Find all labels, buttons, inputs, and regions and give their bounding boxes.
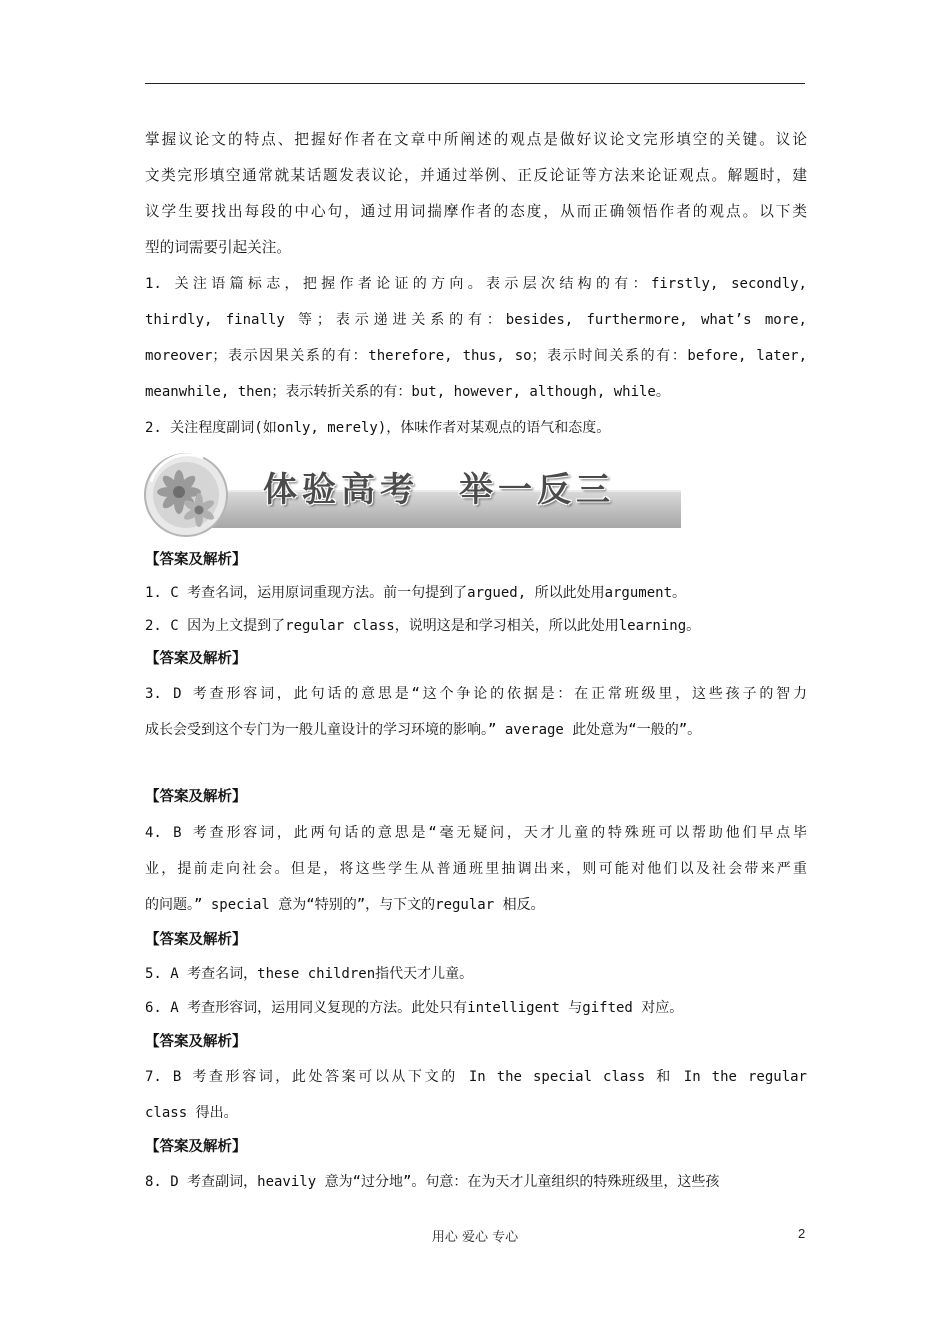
answer-item: 1. C 考查名词，运用原词重现方法。前一句提到了argued, 所以此处用argument。	[145, 585, 687, 601]
answer-item	[145, 815, 807, 923]
tip-line: meanwhile, then；表示转折关系的有：but, however, although, while。	[145, 384, 670, 400]
intro-paragraph	[145, 122, 807, 266]
banner-title	[263, 462, 615, 511]
answer-item: 6. A 考查形容词，运用同义复现的方法。此处只有intelligent 与gifted 对应。	[145, 1000, 684, 1016]
tip-line: 1. 关注语篇标志，把握作者论证的方向。表示层次结构的有：firstly, secondly,	[145, 276, 807, 292]
answer-line: class 得出。	[145, 1105, 238, 1121]
answer-line: 的问题。” special 意为“特别的”，与下文的regular 相反。	[145, 897, 545, 913]
tip-2: 2. 关注程度副词(如only, merely)，体味作者对某观点的语气和态度。	[145, 420, 611, 436]
answer-heading: 【答案及解析】	[145, 932, 247, 948]
banner-title-right: 举一反三	[459, 470, 615, 510]
footer-motto: 用心 爱心 专心	[431, 1230, 519, 1245]
answer-line: 4. B 考查形容词，此两句话的意思是“毫无疑问，天才儿童的特殊班可以帮助他们早点毕	[145, 825, 807, 841]
answer-heading: 【答案及解析】	[145, 651, 247, 667]
answer-item	[145, 676, 807, 748]
answer-line: 业，提前走向社会。但是，将这些学生从普通班里抽调出来，则可能对他们以及社会带来严重	[145, 861, 807, 877]
answer-line: 3. D 考查形容词，此句话的意思是“这个争论的依据是：在正常班级里，这些孩子的智力	[145, 686, 807, 702]
page-number: 2	[798, 1226, 806, 1241]
answer-item	[145, 1059, 807, 1131]
answer-item: 2. C 因为上文提到了regular class，说明这是和学习相关，所以此处用learning。	[145, 618, 701, 634]
answer-line: 成长会受到这个专门为一般儿童设计的学习环境的影响。” average 此处意为“一般的”。	[145, 722, 702, 738]
answer-heading: 【答案及解析】	[145, 1034, 247, 1050]
answer-item: 5. A 考查名词，these children指代天才儿童。	[145, 966, 474, 982]
flower-icon	[143, 452, 229, 538]
blank-line	[145, 748, 807, 779]
intro-line: 议学生要找出每段的中心句，通过用词揣摩作者的态度，从而正确领悟作者的观点。以下类	[145, 203, 807, 220]
header-rule	[145, 83, 805, 84]
section-banner	[145, 452, 807, 538]
document-body	[145, 122, 807, 1200]
answer-line: 7. B 考查形容词，此处答案可以从下文的 In the special class 和 In the regular	[145, 1069, 807, 1085]
tip-1	[145, 266, 807, 410]
answer-item: 8. D 考查副词，heavily 意为“过分地”。句意：在为天才儿童组织的特殊班级里，这些孩	[145, 1174, 720, 1190]
intro-line: 掌握议论文的特点、把握好作者在文章中所阐述的观点是做好议论文完形填空的关键。议论	[145, 131, 807, 148]
intro-line: 型的词需要引起关注。	[145, 239, 291, 256]
banner-title-left: 体验高考	[263, 470, 419, 510]
answer-heading: 【答案及解析】	[145, 552, 247, 568]
tip-line: thirdly, finally 等；表示递进关系的有：besides, furthermore, what’s more,	[145, 312, 807, 328]
tip-line: moreover；表示因果关系的有：therefore, thus, so；表示时间关系的有：before, later,	[145, 348, 807, 364]
answer-heading: 【答案及解析】	[145, 1139, 247, 1155]
intro-line: 文类完形填空通常就某话题发表议论，并通过举例、正反论证等方法来论证观点。解题时，建	[145, 167, 807, 184]
answer-heading: 【答案及解析】	[145, 789, 247, 805]
